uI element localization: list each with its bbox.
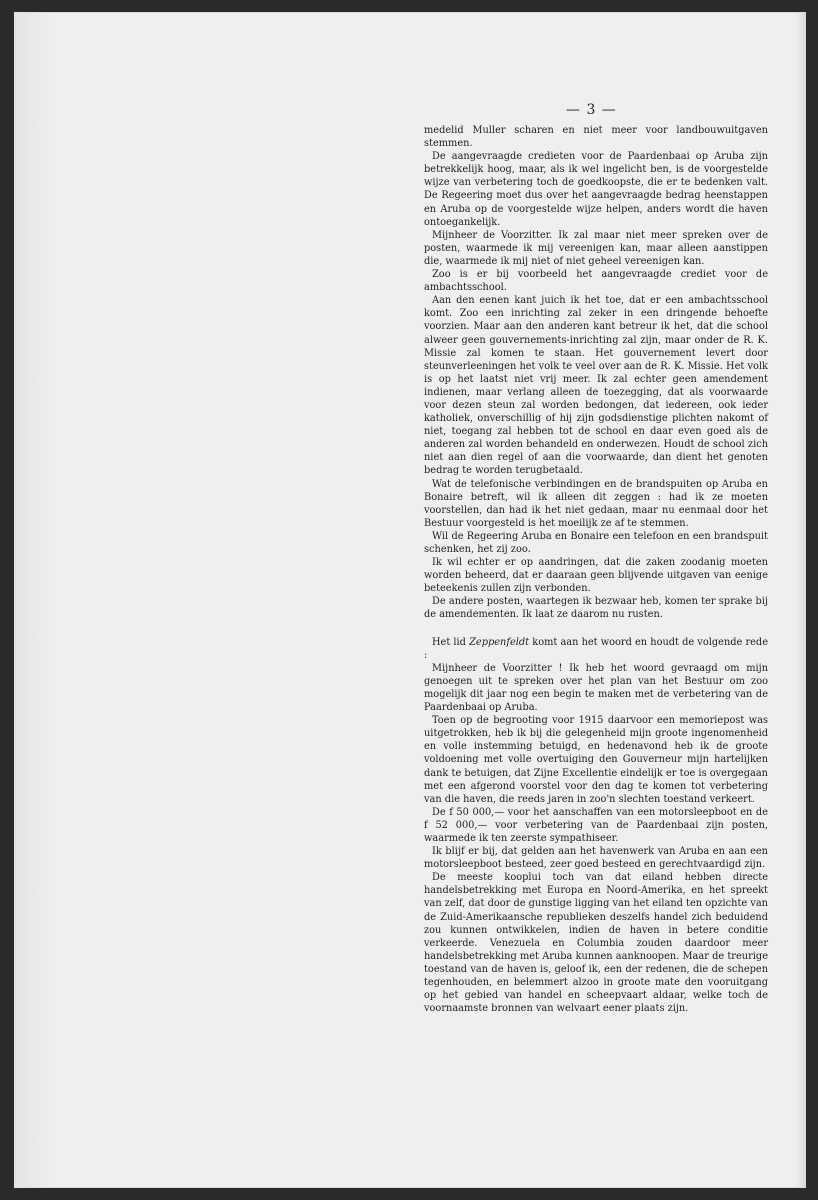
paragraph: De aangevraagde credieten voor de Paardenbaai op Aruba zijn betrekkelijk hoog, maar, als ik wel ingelicht ben, is de voorgestelde wijze van verbetering toch de goedkoopste, die er te bedenken valt. De Regeering moet dus over het aangevraagde bedrag heenstappen en Aruba op de voorgestelde wijze helpen, anders wordt die haven ontoegankelijk. xyxy=(424,151,768,228)
paragraph: Ik blijf er bij, dat gelden aan het havenwerk van Aruba en aan een motorsleepboot besteed, zeer goed besteed en gerechtvaardigd zijn. xyxy=(424,846,768,871)
paragraph: Mijnheer de Voorzitter ! Ik heb het woord gevraagd om mijn genoegen uit te spreken over het plan van het Bestuur om zoo mogelijk dit jaar nog een begin te maken met de verbetering van de Paardenbaai op Aruba. xyxy=(424,662,768,714)
paragraph: Wil de Regeering Aruba en Bonaire een telefoon en een brandspuit schenken, het zij zoo. xyxy=(424,530,768,555)
page-number: — 3 — xyxy=(566,102,617,118)
paragraph: Wat de telefonische verbindingen en de brandspuiten op Aruba en Bonaire betreft, wil ik alleen dit zeggen : had ik ze moeten voorstellen, dan had ik het niet gedaan, maar nu eenmaal door het Bestuur voorgesteld is het moeilijk ze af te stemmen. xyxy=(424,478,768,529)
paragraph: De meeste kooplui toch van dat eiland hebben directe handelsbetrekking met Europa en Noord-Amerika, en het spreekt van zelf, dat door de gunstige ligging van het eiland ten opzichte van de Zuid-Amerikaansche republieken deszelfs handel zich beduidend zou kunnen ontwikkelen, indien de haven in betere conditie verkeerde. Venezuela en Columbia zouden daardoor meer handelsbetrekking met Aruba kunnen aanknoopen. Maar de treurige toestand van de haven is, geloof ik, een der redenen, die de schepen tegenhouden, en belemmert alzoo in groote mate den vooruitgang op het gebied van handel en scheepvaart aldaar, welke toch de voornaamste bronnen van welvaart eener plaats zijn. xyxy=(424,872,768,1015)
paragraph: Ik wil echter er op aandringen, dat die zaken zoodanig moeten worden beheerd, dat er daaraan geen blijvende uitgaven van eenige beteekenis zullen zijn verbonden. xyxy=(424,557,768,595)
paragraph: De andere posten, waartegen ik bezwaar heb, komen ter sprake bij de amendementen. Ik laat ze daarom nu rusten. xyxy=(424,596,768,621)
paragraph: De f 50 000,— voor het aanschaffen van een motorsleepboot en de f 52 000,— voor verbetering van de Paardenbaai zijn posten, waarmede ik ten zeerste sympathiseer. xyxy=(424,806,768,844)
paragraph: Toen op de begrooting voor 1915 daarvoor een memoriepost was uitgetrokken, heb ik bij die gelegenheid mijn groote ingenomenheid en volle instemming betuigd, en hedenavond heb ik de groote voldoening met volle overtuiging den Gouverneur mijn hartelijken dank te betuigen, dat Zijne Excellentie eindelijk er toe is overgegaan met een afgerond voorstel voor den dag te komen tot verbetering van die haven, die reeds jaren in zoo'n slechten toestand verkeert. xyxy=(424,715,768,805)
paragraph: Aan den eenen kant juich ik het toe, dat er een ambachtsschool komt. Zoo een inrichting zal zeker in een dringende behoefte voorzien. Maar aan den anderen kant betreur ik het, dat die school alweer geen gouvernements-inrichting zal zijn, maar onder de R. K. Missie zal komen te staan. Het gouvernement levert door steunverleeningen het volk te veel over aan de R. K. Missie. Het volk is op het laatst niet vrij meer. Ik zal echter geen amendement indienen, maar verlang alleen de toezegging, dat als voorwaarde voor dezen steun zal worden bedongen, dat iedereen, ook ieder katholiek, onverschillig of hij zijn godsdienstige plichten nakomt of niet, toegang zal hebben tot de school en daar even goed als de anderen zal worden behandeld en onderwezen. Houdt de school zich niet aan dien regel of aan die voorwaarde, dan dient het genoten bedrag te worden terugbetaald. xyxy=(424,295,768,477)
speaker-intro-prefix: Het lid xyxy=(432,636,470,648)
text-column xyxy=(424,124,768,1015)
speaker-intro-suffix: komt aan het woord en houdt de volgende rede : xyxy=(424,636,769,661)
paragraph: Zoo is er bij voorbeeld het aangevraagde crediet voor de ambachtsschool. xyxy=(424,269,768,294)
paragraph: medelid Muller scharen en niet meer voor landbouwuitgaven stemmen. xyxy=(424,125,768,150)
speaker-intro xyxy=(424,636,768,662)
speaker-name: Zeppenfeldt xyxy=(469,636,530,648)
paragraph: Mijnheer de Voorzitter. Ik zal maar niet meer spreken over de posten, waarmede ik mij vereenigen kan, maar alleen aanstippen die, waarmede ik mij niet of niet geheel vereenigen kan. xyxy=(424,229,768,267)
